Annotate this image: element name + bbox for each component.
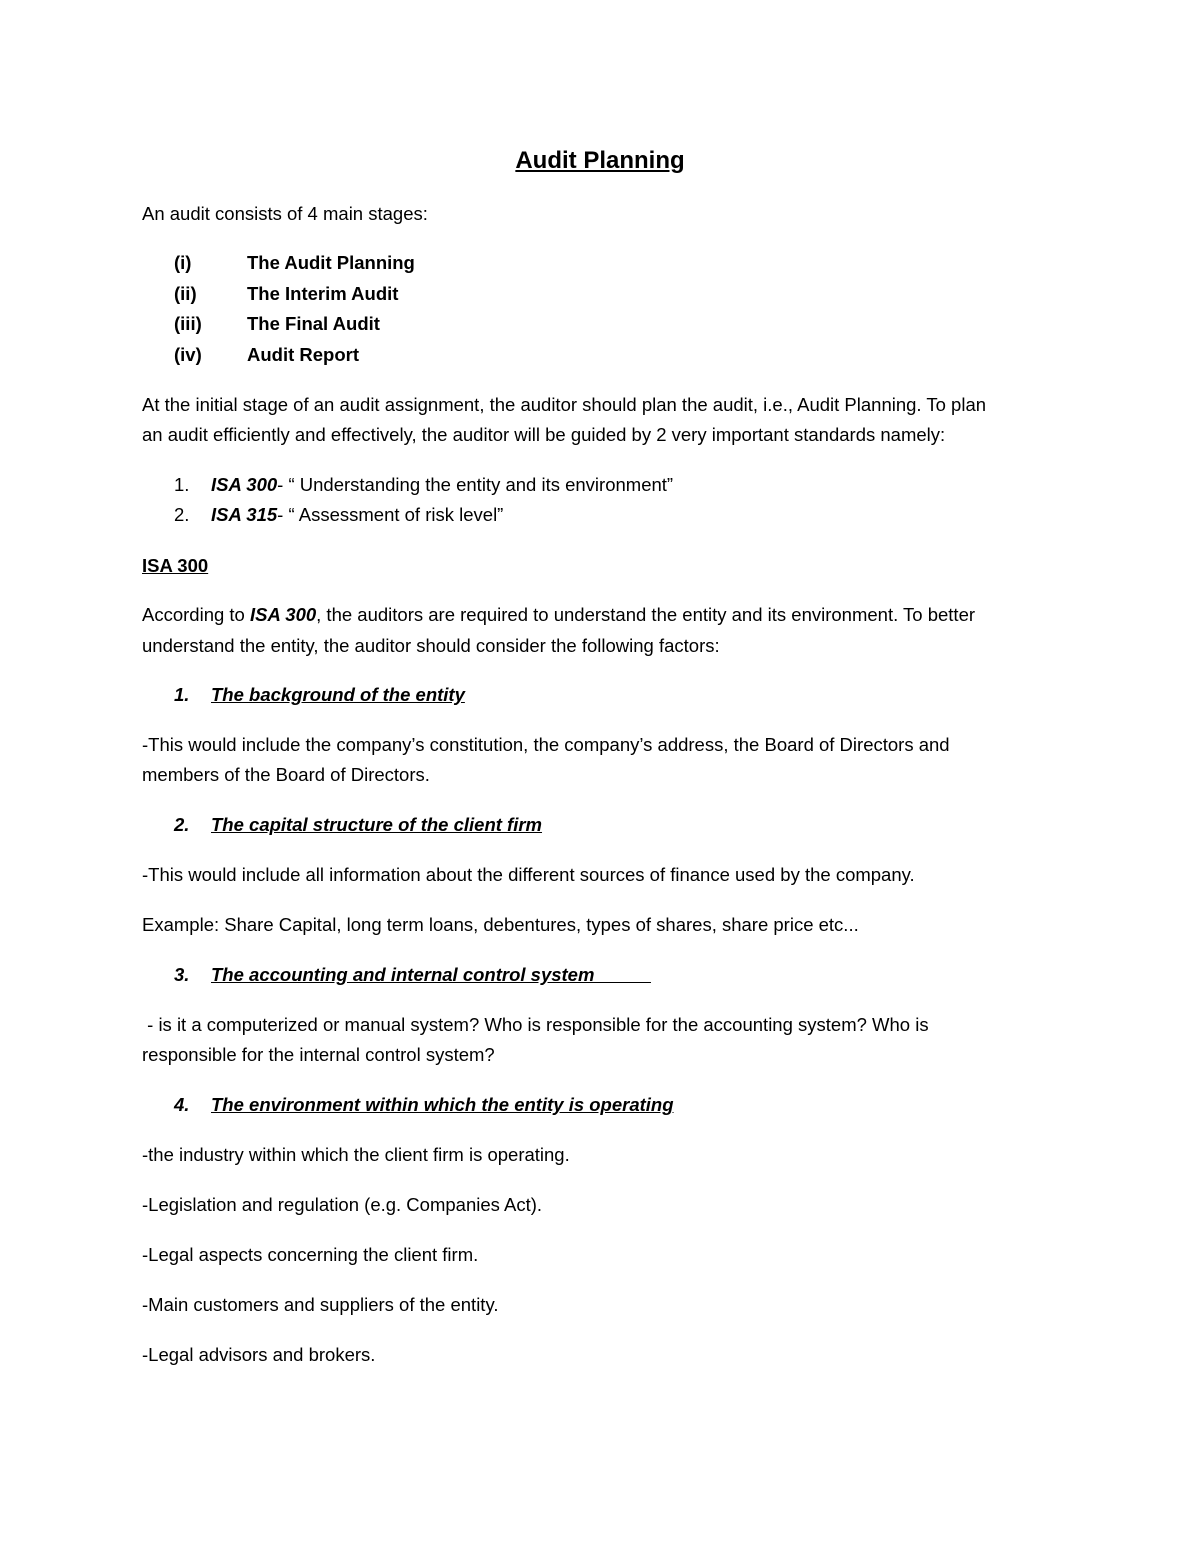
factor-title: The accounting and internal control system — [211, 964, 651, 985]
standard-description: - “ Understanding the entity and its environment” — [277, 474, 674, 495]
standard-code: ISA 315 — [211, 504, 278, 525]
stage-label: The Interim Audit — [247, 283, 399, 304]
factor-number: 4. — [174, 1094, 190, 1115]
factor-bullet: -Legislation and regulation (e.g. Companies Act). — [142, 1194, 543, 1215]
factor-text: members of the Board of Directors. — [142, 764, 430, 785]
factor-text: -This would include all information about the different sources of finance used by the company. — [142, 864, 915, 885]
factor-text: - is it a computerized or manual system? Who is responsible for the accounting system? Who is — [142, 1014, 929, 1035]
paragraph-line: an audit efficiently and effectively, the auditor will be guided by 2 very important standards namely: — [142, 424, 946, 445]
paragraph-line — [142, 603, 975, 627]
factor-number: 2. — [174, 814, 190, 835]
factor-bullet: -Legal aspects concerning the client firm. — [142, 1244, 479, 1265]
standard-number: 2. — [174, 504, 190, 525]
standard-number: 1. — [174, 474, 190, 495]
factor-bullet: -the industry within which the client firm is operating. — [142, 1144, 570, 1165]
standard-code-inline: ISA 300 — [249, 604, 317, 625]
stage-number: (iii) — [174, 313, 202, 334]
page-title: Audit Planning — [515, 147, 685, 174]
factor-bullet: -Main customers and suppliers of the entity. — [142, 1294, 499, 1315]
stage-number: (ii) — [174, 283, 197, 304]
factor-text: -This would include the company’s constitution, the company’s address, the Board of Directors and — [142, 734, 950, 755]
stage-number: (iv) — [174, 344, 202, 365]
section-heading: ISA 300 — [142, 555, 209, 576]
factor-bullet: -Legal advisors and brokers. — [142, 1344, 376, 1365]
standard-item — [211, 473, 673, 497]
paragraph-line: understand the entity, the auditor should consider the following factors: — [142, 635, 720, 656]
factor-number: 3. — [174, 964, 190, 985]
factor-title: The capital structure of the client firm — [211, 814, 543, 835]
standard-code: ISA 300 — [211, 474, 278, 495]
stage-label: Audit Report — [247, 344, 360, 365]
stage-label: The Final Audit — [247, 313, 380, 334]
paragraph-line: At the initial stage of an audit assignment, the auditor should plan the audit, i.e., Audit Planning. To plan — [142, 394, 987, 415]
standard-item — [211, 503, 503, 527]
standard-description: - “ Assessment of risk level” — [277, 504, 504, 525]
factor-title: The background of the entity — [211, 684, 465, 705]
stage-label: The Audit Planning — [247, 252, 415, 273]
paragraph-rest: , the auditors are required to understand the entity and its environment. To better — [316, 604, 976, 625]
stage-number: (i) — [174, 252, 192, 273]
factor-number: 1. — [174, 684, 190, 705]
intro-text: An audit consists of 4 main stages: — [142, 203, 428, 224]
factor-text: responsible for the internal control system? — [142, 1044, 495, 1065]
paragraph-prefix: According to — [142, 604, 250, 625]
factor-title: The environment within which the entity is operating — [211, 1094, 674, 1115]
factor-example: Example: Share Capital, long term loans, debentures, types of shares, share price etc... — [142, 914, 859, 935]
